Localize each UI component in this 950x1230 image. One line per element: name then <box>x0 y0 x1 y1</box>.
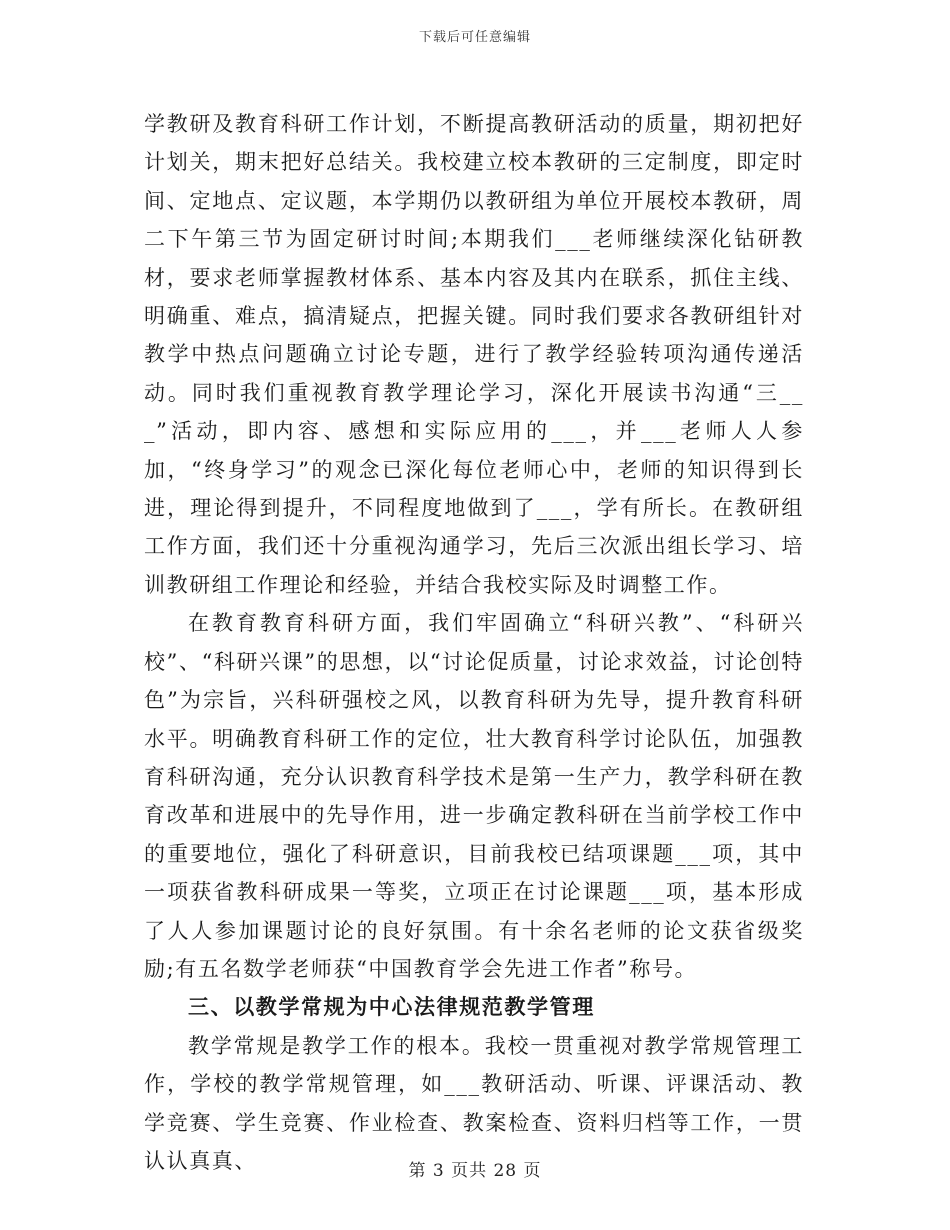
paragraph-teaching-routine: 教学常规是教学工作的根本。我校一贯重视对教学常规管理工作，学校的教学常规管理，如___教研活动、听课、评课活动、教学竞赛、学生竞赛、作业检查、教案检查、资料归档等工作，一贯认认真真、 <box>144 1033 804 1173</box>
page-number-footer: 第 3 页共 28 页 <box>408 1161 542 1181</box>
page-header: 下载后可任意编辑 <box>418 30 531 45</box>
paragraph-teaching-research: 学教研及教育科研工作计划，不断提高教研活动的质量，期初把好计划关，期末把好总结关。我校建立校本教研的三定制度，即定时间、定地点、定议题，本学期仍以教研组为单位开展校本教研，周二下午第三节为固定研讨时间;本期我们___老师继续深化钻研教材，要求老师掌握教材体系、基本内容及其内在联系，抓住主线、明确重、难点，搞清疑点，把握关键。同时我们要求各教研组针对教学中热点问题确立讨论专题，进行了教学经验转项沟通传递活动。同时我们重视教育教学理论学习，深化开展读书沟通“三___”活动，即内容、感想和实际应用的___，并___老师人人参加，“终身学习”的观念已深化每位老师心中，老师的知识得到长进，理论得到提升，不同程度地做到了___，学有所长。在教研组工作方面，我们还十分重视沟通学习，先后三次派出组长学习、培训教研组工作理论和经验，并结合我校实际及时调整工作。 <box>144 112 804 597</box>
section-heading: 三、以教学常规为中心法律规范教学管理 <box>188 994 595 1020</box>
paragraph-education-research: 在教育教育科研方面，我们牢固确立“科研兴教”、“科研兴校”、“科研兴课”的思想，以“讨论促质量，讨论求效益，讨论创特色”为宗旨，兴科研强校之风，以教育科研为先导，提升教育科研水平。明确教育科研工作的定位，壮大教育科学讨论队伍，加强教育科研沟通，充分认识教育科学技术是第一生产力，教学科研在教育改革和进展中的先导作用，进一步确定教科研在当前学校工作中的重要地位，强化了科研意识，目前我校已结项课题___项，其中一项获省教科研成果一等奖，立项正在讨论课题___项，基本形成了人人参加课题讨论的良好氛围。有十余名老师的论文获省级奖励;有五名数学老师获“中国教育学会先进工作者”称号。 <box>144 611 804 981</box>
document-body <box>144 105 804 1180</box>
